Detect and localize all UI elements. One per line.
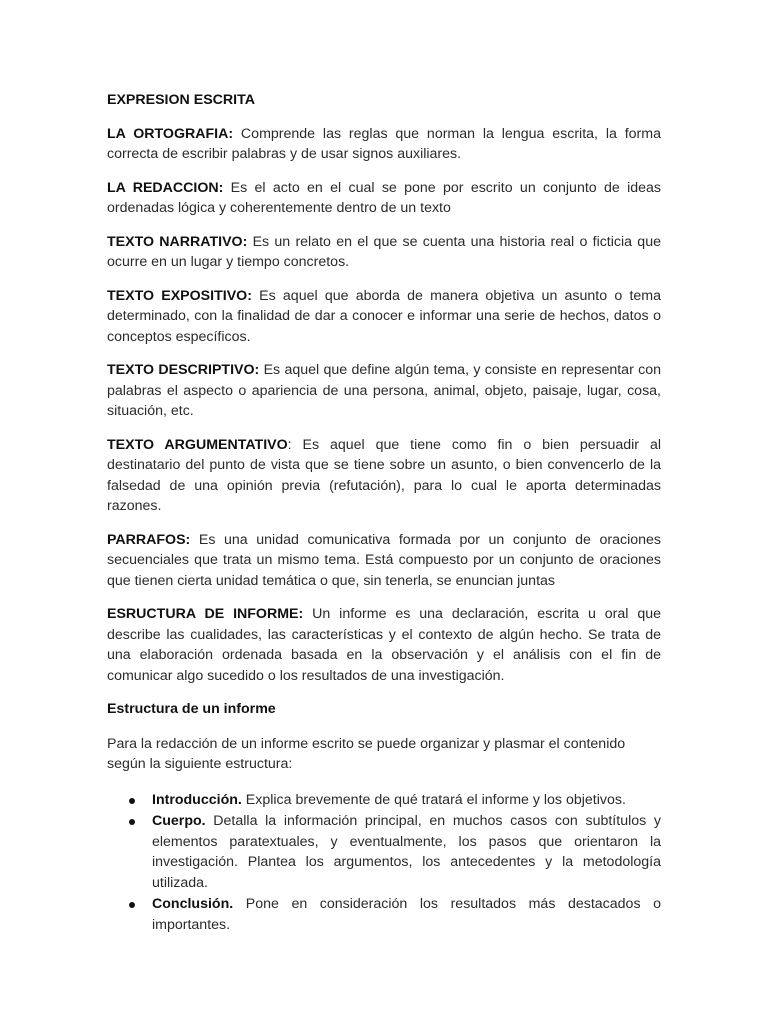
definition-term: PARRAFOS: bbox=[107, 531, 191, 548]
definition-term: TEXTO DESCRIPTIVO: bbox=[107, 362, 260, 378]
list-item-text: Explica brevemente de qué tratará el informe y los objetivos. bbox=[241, 791, 626, 808]
definition-redaccion bbox=[107, 178, 661, 219]
definition-text: Es una unidad comunicativa formada por un conjunto de oraciones secuenciales que trata un mismo tema. Está compuesto por un conjunto de oraciones que tienen cierta unidad temática o que, sin tenerla, se enuncian juntas bbox=[107, 531, 661, 589]
list-item-term: Introducción. bbox=[152, 791, 242, 808]
list-item-term: Conclusión. bbox=[152, 896, 234, 912]
list-item-cuerpo bbox=[107, 811, 661, 893]
bullet-icon bbox=[129, 902, 135, 908]
document-title: EXPRESION ESCRITA bbox=[107, 92, 255, 108]
definition-text: Es un relato en el que se cuenta una historia real o ficticia que ocurre en un lugar y tiempo concretos. bbox=[107, 233, 661, 270]
definition-text: Comprende las reglas que norman la lengua escrita, la forma correcta de escribir palabras y de usar signos auxiliares. bbox=[107, 125, 661, 162]
definition-term: ESRUCTURA DE INFORME: bbox=[107, 606, 304, 622]
list-item-introduccion bbox=[107, 790, 661, 811]
definition-text: Un informe es una declaración, escrita u oral que describe las cualidades, las características y el contexto de algún hecho. Se trata de una elaboración ordenada basada en la observación y el análisis con el fin de comunicar algo sucedido o los resultados de una investigación. bbox=[107, 606, 661, 684]
definition-text: Es aquel que define algún tema, y consiste en representar con palabras el aspecto o apariencia de una persona, animal, objeto, paisaje, lugar, cosa, situación, etc. bbox=[107, 362, 661, 419]
list-item-text: Pone en consideración los resultados más destacados o importantes. bbox=[152, 896, 661, 933]
definition-term: TEXTO EXPOSITIVO: bbox=[107, 287, 252, 304]
definition-texto-argumentativo bbox=[107, 435, 661, 517]
bullet-icon bbox=[129, 819, 135, 825]
list-item-term: Cuerpo. bbox=[152, 813, 206, 829]
list-item-conclusion bbox=[107, 894, 661, 935]
definition-term: LA REDACCION: bbox=[107, 179, 224, 196]
definition-texto-expositivo bbox=[107, 286, 661, 348]
intro-paragraph: Para la redacción de un informe escrito se puede organizar y plasmar el contenido según la siguiente estructura: bbox=[107, 735, 626, 772]
list-item-text: Detalla la información principal, en muchos casos con subtítulos y elementos paratextuales, y eventualmente, los pasos que orientaron la investigación. Plantea los argumentos, los antecedentes y la metodología utilizada. bbox=[152, 813, 661, 891]
definition-estructura-informe bbox=[107, 604, 661, 686]
definition-text: Es aquel que aborda de manera objetiva un asunto o tema determinado, con la finalidad de dar a conocer e informar una serie de hechos, datos o conceptos específicos. bbox=[107, 287, 662, 345]
definition-texto-descriptivo bbox=[107, 360, 661, 422]
document-page bbox=[107, 90, 661, 936]
definition-ortografia bbox=[107, 124, 661, 165]
bullet-icon bbox=[129, 798, 135, 804]
definition-text: : Es aquel que tiene como fin o bien persuadir al destinatario del punto de vista que se tiene sobre un asunto, o bien convencerlo de la falsedad de una opinión previa (refutación), para lo cual le aporta determinadas razones. bbox=[107, 436, 661, 514]
structure-list bbox=[107, 790, 661, 936]
definition-texto-narrativo bbox=[107, 232, 661, 273]
section-heading: Estructura de un informe bbox=[107, 701, 276, 717]
definition-parrafos bbox=[107, 530, 661, 592]
definition-term: TEXTO NARRATIVO: bbox=[107, 233, 248, 250]
definition-text: Es el acto en el cual se pone por escrito un conjunto de ideas ordenadas lógica y coherentemente dentro de un texto bbox=[107, 179, 661, 216]
definition-term: TEXTO ARGUMENTATIVO bbox=[107, 436, 288, 453]
definition-term: LA ORTOGRAFIA: bbox=[107, 125, 234, 142]
